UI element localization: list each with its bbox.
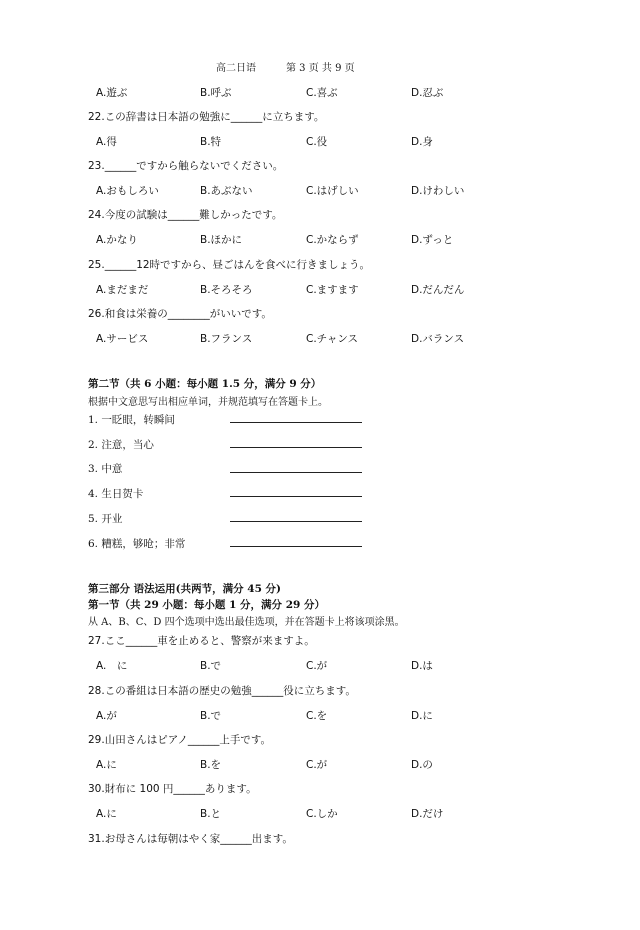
section2-instruction: 根据中文意思写出相应单词，并规范填写在答题卡上。 <box>88 397 328 408</box>
q26-option-b: B.フランス <box>200 333 253 345</box>
q28-option-a: A.が <box>96 710 117 722</box>
q21-option-c: C.喜ぶ <box>306 87 338 99</box>
part3-title: 第三部分 语法运用(共两节，满分 45 分) <box>88 583 282 595</box>
vocab-answer-line-5 <box>230 521 362 522</box>
vocab-answer-line-1 <box>230 422 362 423</box>
q29-option-d: D.の <box>411 759 433 771</box>
q23-option-a: A.おもしろい <box>96 185 159 197</box>
vocab-item-4: 4. 生日贺卡 <box>88 488 144 500</box>
header-subject: 高二日语 <box>216 63 256 74</box>
q24-option-a: A.かなり <box>96 234 138 246</box>
q31-stem: 31.お母さんは毎朝はやく家______出ます。 <box>88 833 293 845</box>
q28-option-d: D.に <box>411 710 433 722</box>
part3-section1-title: 第一节（共 29 小题：每小题 1 分，满分 29 分） <box>88 599 325 611</box>
vocab-item-6: 6. 糟糕，够呛；非常 <box>88 538 186 550</box>
q27-option-d: D.は <box>411 660 433 672</box>
part3-instruction: 从 A、B、C、D 四个选项中选出最佳选项，并在答题卡上将该项涂黑。 <box>88 617 405 628</box>
q26-stem: 26.和食は栄養の________がいいです。 <box>88 308 272 320</box>
vocab-answer-line-3 <box>230 472 362 473</box>
q25-stem: 25.______12時ですから、昼ごはんを食べに行きましょう。 <box>88 259 371 271</box>
q30-option-c: C.しか <box>306 808 338 820</box>
vocab-item-1: 1. 一眨眼，转瞬间 <box>88 414 175 426</box>
q22-option-d: D.身 <box>411 136 433 148</box>
q23-stem: 23.______ですから触らないでください。 <box>88 160 284 172</box>
q27-option-c: C.が <box>306 660 328 672</box>
q21-option-b: B.呼ぶ <box>200 87 232 99</box>
header-page-info: 第 3 页 共 9 页 <box>286 63 355 74</box>
q25-option-b: B.そろそろ <box>200 284 253 296</box>
q30-stem: 30.財布に 100 円______あります。 <box>88 783 257 795</box>
q24-option-d: D.ずっと <box>411 234 454 246</box>
vocab-item-2: 2. 注意，当心 <box>88 439 154 451</box>
q29-option-a: A.に <box>96 759 117 771</box>
q28-option-b: B.で <box>200 710 222 722</box>
q22-option-c: C.役 <box>306 136 328 148</box>
q22-option-a: A.得 <box>96 136 117 148</box>
q27-option-b: B.で <box>200 660 222 672</box>
q28-option-c: C.を <box>306 710 328 722</box>
section2-title: 第二节（共 6 小题：每小题 1.5 分，满分 9 分） <box>88 378 322 390</box>
vocab-item-3: 3. 中意 <box>88 463 123 475</box>
q22-stem: 22.この辞書は日本語の勉強に______に立ちます。 <box>88 111 325 123</box>
q23-option-b: B.あぶない <box>200 185 253 197</box>
q21-option-a: A.遊ぶ <box>96 87 128 99</box>
q24-option-c: C.かならず <box>306 234 359 246</box>
q30-option-b: B.と <box>200 808 222 820</box>
q24-stem: 24.今度の試験は______難しかったです。 <box>88 209 283 221</box>
q29-option-c: C.が <box>306 759 328 771</box>
q23-option-d: D.けわしい <box>411 185 465 197</box>
q29-option-b: B.を <box>200 759 222 771</box>
q26-option-c: C.チャンス <box>306 333 359 345</box>
q30-option-a: A.に <box>96 808 117 820</box>
q26-option-d: D.バランス <box>411 333 465 345</box>
q29-stem: 29.山田さんはピアノ______上手です。 <box>88 734 272 746</box>
vocab-answer-line-4 <box>230 496 362 497</box>
q28-stem: 28.この番組は日本語の歴史の勉強______役に立ちます。 <box>88 685 356 697</box>
q23-option-c: C.はげしい <box>306 185 359 197</box>
q25-option-a: A.まだまだ <box>96 284 149 296</box>
q26-option-a: A.サービス <box>96 333 149 345</box>
q27-option-a: A. に <box>96 660 128 672</box>
q30-option-d: D.だけ <box>411 808 444 820</box>
q25-option-d: D.だんだん <box>411 284 465 296</box>
q27-stem: 27.ここ______車を止めると、警察が来ますよ。 <box>88 635 315 647</box>
vocab-answer-line-6 <box>230 546 362 547</box>
q21-option-d: D.忍ぶ <box>411 87 444 99</box>
vocab-item-5: 5. 开业 <box>88 513 123 525</box>
vocab-answer-line-2 <box>230 447 362 448</box>
q25-option-c: C.ますます <box>306 284 359 296</box>
q22-option-b: B.特 <box>200 136 222 148</box>
q24-option-b: B.ほかに <box>200 234 243 246</box>
